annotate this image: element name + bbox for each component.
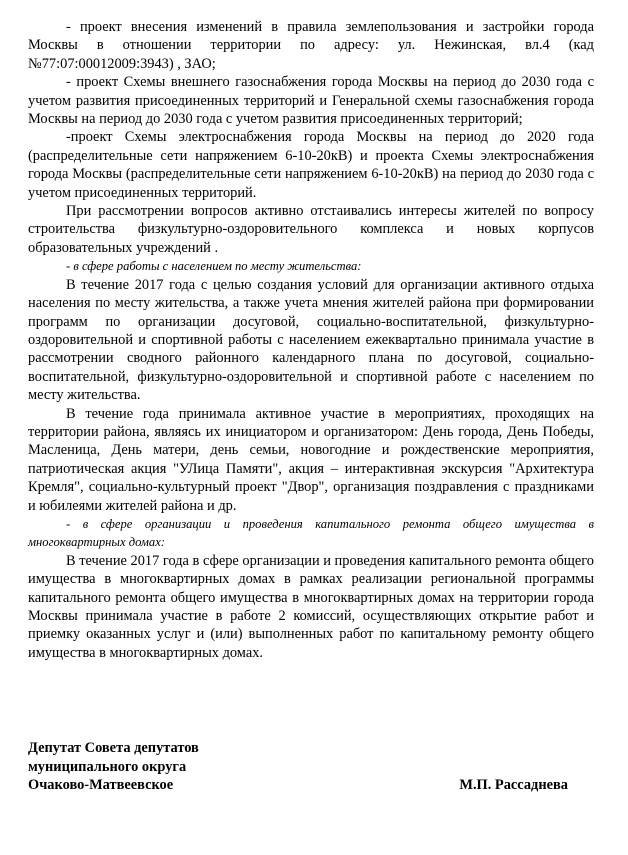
- signature-title-line-2: муниципального округа: [28, 758, 187, 775]
- paragraph-land-use: - проект внесения изменений в правила землепользования и застройки города Москвы в отношении территории по адресу: ул. Нежинская, вл.4 (кад №77:07:00012009:3943) , ЗАО;: [28, 19, 594, 72]
- paragraph-leisure: В течение 2017 года с целью создания условий для организации активного отдыха населения по месту жительства, а также учета мнения жителей района при формировании программ по организации досуговой, социально-воспитательной, физкультурно-оздоровительной и спортивной работы с населением ежеквартально принимала участие в рассмотрении сводного районного календарного плана по досуговой, социально-воспитательной, физкультурно-оздоровительной и спортивной работе с населением по месту жительства.: [28, 276, 594, 404]
- signature-title-line-3: Очаково-Матвеевское: [28, 777, 174, 794]
- signature-block: [28, 739, 568, 795]
- section-heading-residents: - в сфере работы с населением по месту жительства:: [66, 259, 362, 274]
- signature-name: М.П. Рассаднева: [459, 777, 568, 794]
- signature-title-line-1: Депутат Совета депутатов: [28, 740, 199, 756]
- signature-row: [28, 776, 568, 795]
- paragraph-power-supply: -проект Схемы электроснабжения города Москвы на период до 2020 года (распределительные сети напряжением 6-10-20кВ) и проекта Схемы электроснабжения города Москвы (распределительные сети напряжением 6-10-20кВ) на период до 2030 года с учетом присоединенных территорий.: [28, 129, 594, 201]
- document-body: [28, 18, 594, 662]
- paragraph-residents-interests: При рассмотрении вопросов активно отстаивались интересы жителей по вопросу строительства физкультурно-оздоровительного комплекса и новых корпусов образовательных учреждений .: [28, 203, 594, 256]
- paragraph-capital-repair: В течение 2017 года в сфере организации и проведения капитального ремонта общего имущества в многоквартирных домах в рамках реализации региональной программы капитального ремонта общего имущества в многоквартирных домах на территории города Москвы принимала участие в работе 2 комиссий, осуществляющих открытие работ и приемку оказанных услуг и (или) выполненных работ по капитальному ремонту общего имущества в многоквартирных домах.: [28, 552, 594, 661]
- section-heading-capital-repair: - в сфере организации и проведения капитального ремонта общего имущества в многоквартирных домах:: [28, 516, 594, 550]
- paragraph-events: В течение года принимала активное участие в мероприятиях, проходящих на территории района, являясь их инициатором и организатором: День города, День Победы, Масленица, День матери, день семьи, новогодние и рождественские мероприятия, патриотическая акция "УЛица Памяти", акция – интерактивная экскурсия "Архитектура Кремля", социально-культурный проект "Двор", организация поздравления с праздниками и юбилеями жителей района и др.: [28, 405, 594, 514]
- paragraph-gas-supply: - проект Схемы внешнего газоснабжения города Москвы на период до 2030 года с учетом развития присоединенных территорий и Генеральной схемы газоснабжения города Москвы на период до 2030 года с учетом развития присоединенных территорий;: [28, 74, 594, 128]
